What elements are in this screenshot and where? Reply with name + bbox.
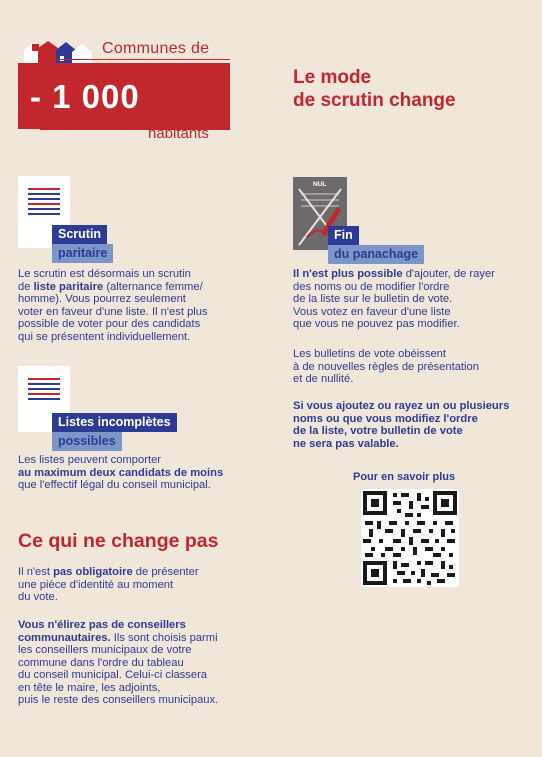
text-line: puis le reste des conseillers municipaux. [18,694,219,706]
nul-label: NUL [313,181,327,188]
panachage-tag-line1: Fin [328,226,359,245]
page-title [293,66,456,112]
text-fragment: (alternance femme/ [103,280,203,293]
text-line: du conseil municipal. Celui-ci classera [18,669,208,681]
panachage-paragraph-1 [293,268,533,331]
text-line: Les listes peuvent comporter [18,454,162,466]
text-emphasis: communautaires. [18,631,111,644]
text-line: Si vous ajoutez ou rayez un ou plusieurs [293,400,510,412]
section-title-ne-change-pas: Ce qui ne change pas [18,530,219,552]
text-line: et de nullité. [293,373,354,385]
text-line: voter en faveur d'une liste. Il n'est plus [18,305,208,318]
text-line: que vous ne pouvez pas modifier. [293,318,460,330]
text-emphasis: Vous n'élirez pas de conseillers [18,619,186,631]
scrutin-paragraph [18,268,268,343]
text-line: homme). Vous pourrez seulement [18,293,186,305]
listes-tag-line2: possibles [52,432,122,451]
text-line: des noms ou de modifier l'ordre [293,280,450,293]
population-value: - 1 000 [30,78,140,115]
scrutin-tag-line1: Scrutin [52,225,107,244]
text-line: ne sera pas valable. [293,437,399,450]
text-line: en tête le maire, les adjoints, [18,681,161,694]
text-line: commune dans l'ordre du tableau [18,656,184,669]
scrutin-tag-line2: paritaire [52,244,113,263]
listes-tag-line1: Listes incomplètes [52,413,177,432]
text-fragment: de présenter [132,566,199,578]
text-line: noms ou que vous modifiez l'ordre [293,412,478,425]
communes-de-label: Communes de [102,40,210,57]
qr-code-graphic [361,489,459,587]
text-line: qui se présentent individuellement. [18,330,191,343]
scrutin-paritaire-tag [52,225,113,263]
text-line: Le scrutin est désormais un scrutin [18,268,191,280]
text-line: Vous votez en faveur d'une liste [293,305,451,318]
text-line [18,281,268,294]
text-emphasis: liste paritaire [33,280,104,293]
text-line [293,268,533,281]
text-line: les conseillers municipaux de votre [18,644,192,656]
text-line: de la liste sur le bulletin de vote. [293,293,453,305]
panachage-paragraph-2 [293,348,533,386]
qr-code[interactable] [361,489,459,587]
listes-incompletes-tag [52,413,177,451]
text-line: Les bulletins de vote obéissent [293,348,446,360]
ne-change-paragraph-1 [18,566,278,604]
text-fragment: Il n'est [18,566,54,578]
text-line: possible de voter pour des candidats [18,318,201,330]
text-line: de la liste, votre bulletin de vote [293,425,463,437]
ne-change-paragraph-2 [18,619,278,707]
habitants-label: habitants [148,125,209,142]
text-line [18,632,278,645]
panachage-tag-line2: du panachage [328,245,424,264]
fin-panachage-tag [328,226,424,264]
text-emphasis: au maximum deux candidats de moins [18,466,224,479]
text-line [18,566,278,579]
text-fragment: Ils sont choisis parmi [110,631,218,644]
text-line: à de nouvelles règles de présentation [293,360,479,373]
text-emphasis: pas obligatoire [53,566,133,578]
text-line: que l'effectif légal du conseil municipal. [18,479,211,491]
text-fragment: de [18,280,34,293]
learn-more-label: Pour en savoir plus [353,471,456,483]
title-line-2: de scrutin change [293,90,456,111]
title-line-1: Le mode [293,67,372,88]
text-fragment: d'ajouter, de rayer [402,268,495,280]
text-line: une pièce d'identité au moment [18,578,174,591]
text-emphasis: Il n'est plus possible [293,268,403,280]
header-rule-top [38,59,230,60]
listes-paragraph [18,454,268,492]
panachage-warning [293,400,538,450]
text-line: du vote. [18,591,58,603]
